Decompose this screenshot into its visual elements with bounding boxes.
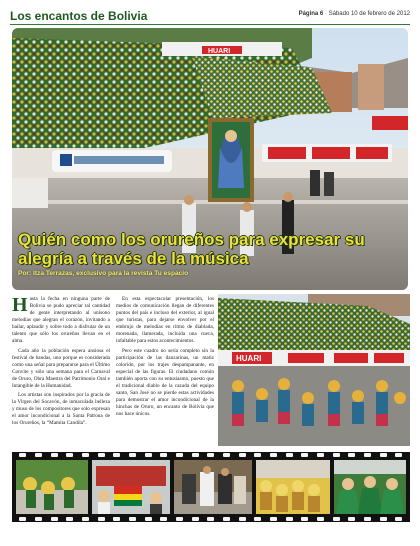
film-frame-1 bbox=[16, 460, 88, 514]
paragraph-1 bbox=[12, 296, 110, 345]
film-frame-2 bbox=[92, 460, 170, 514]
secondary-banner-text: HUARI bbox=[236, 354, 262, 363]
film-perforations-bottom bbox=[12, 516, 410, 522]
page-info: Página 6 · Sábado 10 de febrero de 2012 bbox=[298, 11, 410, 17]
secondary-photo-image bbox=[218, 294, 410, 446]
header-rule bbox=[10, 24, 410, 25]
issue-date: Sábado 10 de febrero de 2012 bbox=[328, 11, 410, 17]
hero-banner-text: HUARI bbox=[208, 48, 231, 55]
film-frame-4 bbox=[256, 460, 330, 514]
film-frame-5 bbox=[334, 460, 406, 514]
paragraph-1-text: asta la fecha en ninguna parte de Bolivia se pudo apreciar tal cantidad de gente interpretando al unísono melodías que alegran el corazón, invitando a bailar, aplaudir y sobre todo a disfrutar de un talento que sólo los orureños llevan en el alma. bbox=[12, 296, 110, 345]
film-frame-3 bbox=[174, 460, 252, 514]
page-label: Página 6 bbox=[298, 11, 324, 17]
article-column-2 bbox=[116, 296, 214, 420]
paragraph-5: Pero este cuadro no sería completo sin la participación de las danzarinas, un matiz colorido, por los trajes despampanante, en especial de las figuras. El ciudadano común también aporta con su entusiasmo, puesto que el tradicional diablo de la cazada del equipo santo, San José no se pierde estas actividades para demostrar el amor incondicional de la hinchas de Oruro, un encanto de Bolivia que nos hace únicos. bbox=[116, 347, 214, 417]
drop-cap: H bbox=[12, 294, 28, 316]
secondary-photo bbox=[218, 294, 410, 446]
film-perforations-top bbox=[12, 452, 410, 458]
paragraph-2: Cada año la población espera ansiosa el festival de bandas, uno porque es considerada como una señal para prepararse para el Último Convite y sólo una semana para el Carnaval de Oruro, Obra Maestra del Patrimonio Oral e Intangible de la Humanidad. bbox=[12, 347, 110, 389]
paragraph-3: Los artistas son inspirados por la gracia de la Virgen del Socavón, de inmaculada belleza y muso de los compositores que solo expresan el amor incondicional a la Santa Patrona de los Orureños, la “Mamita Candila”. bbox=[12, 391, 110, 427]
article-column-1 bbox=[12, 296, 110, 429]
paragraph-4: En esta espectacular presentación, los medios de comunicación llegan de diferentes puntos del país e incluso del exterior, al igual que turistas, para dejarse envolver por el embrujo de melodías en ritmo de diablada, morenada, llamerada, incluida una cueca, infaltable para estos acontecimientos. bbox=[116, 296, 214, 345]
article-byline: Por: Itza Terrazas, exclusivo para la revista Tu espacio bbox=[18, 270, 189, 277]
article-headline: Quién como los orureños para expresar su alegría a través de la música bbox=[18, 230, 365, 268]
section-title: Los encantos de Bolivia bbox=[10, 9, 148, 23]
photo-film-strip bbox=[12, 452, 410, 522]
